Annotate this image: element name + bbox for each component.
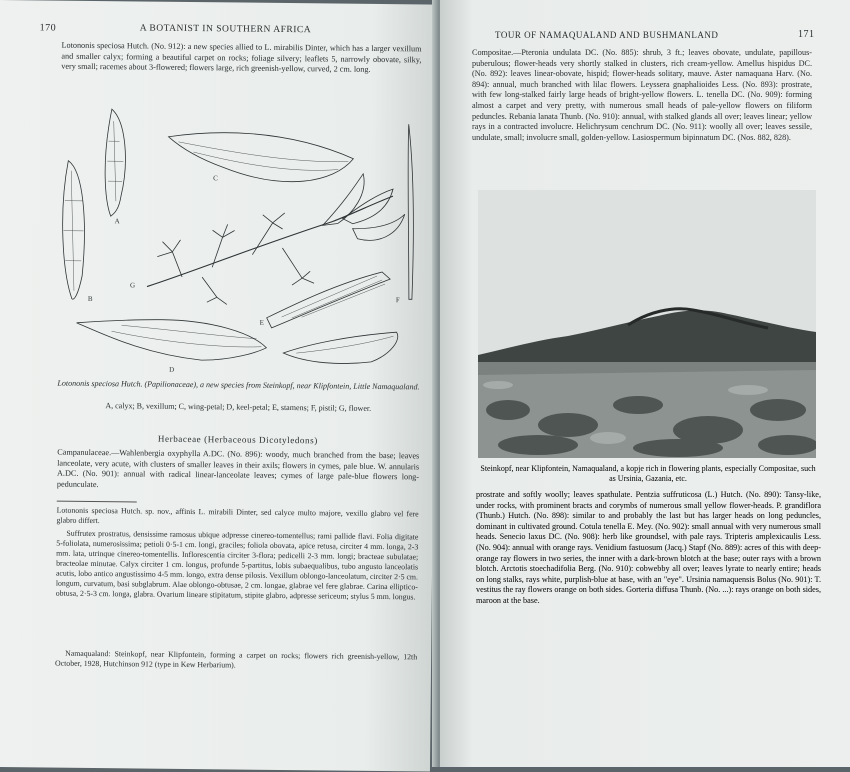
kopje-photograph bbox=[478, 190, 816, 458]
figure-letter-g: G bbox=[129, 281, 136, 290]
figure-caption: Lotononis speciosa Hutch. (Papilionaceae), a new species from Steinkopf, near Klipfontein, Little Namaqualand. bbox=[57, 378, 420, 392]
latin-description: Suffrutex prostratus, densissime ramosus ubique adpresse cinereo-tomentellus; rami pallide flavi. Folia digitate 5-foliolata, numerosissima; petioli 0·5-1 cm. longi, graciles; foliola obovata, apice retusa, circiter 4 mm. longa, 2-3 mm. lata, utrinque cinereo-tomentellis. Inflorescentia circiter 3-flora; pedicelli 2-3 mm. longi; bracteae subulatae; bracteolae minutae. Calyx circiter 1 cm. longus, profunde 5-partitus, lobis subaequalibus, tubo angusto lanceolatis acutis, lobo antico angustissimo 4-5 mm. longo, extra dense pilosis. Vexillum oblongo-lanceolatum, circiter 2·5 cm. longum, curvatum, basi subglabrum. Alae oblongo-obtusae, 2 cm. longae, glabrae vel fere glabrae. Carina elliptico-obtusa, 2·5-3 cm. longa, glabra. Ovarium lineare stipitatum, stipite glabro, adpresse sericeum; stylus 5 mm. longus. bbox=[55, 528, 419, 602]
figure-legend: A, calyx; B, vexillum; C, wing-petal; D, keel-petal; E, stamens; F, pistil; G, flower. bbox=[105, 401, 372, 413]
figure-letter-e: E bbox=[259, 318, 264, 327]
right-running-head: TOUR OF NAMAQUALAND AND BUSHMANLAND bbox=[495, 30, 719, 40]
footnote-rule bbox=[57, 501, 137, 503]
right-bottom-text: prostrate and softly woolly; leaves spathulate. Pentzia suffruticosa (L.) Hutch. (No. 890): Tansy-like, under rocks, with prominent bracts and corymbs of numerous small yellow flower-heads. P. grandiflora (Thunb.) Hutch. (No. 898): similar to and probably the last but has larger heads on long peduncles, dominant in cultivated ground. Cotula tenella E. Mey. (No. 902): small annual with very numerous small heads. Senecio laxus DC. (No. 908): herb like groundsel, with pale rays. Tripteris amplexicaulis Less. (No. 904): annual with orange rays. Venidium fastuosum (Jacq.) Stapf (No. 889): acres of this with deep-orange ray flowers in two series, the inner with a dark-brown blotch at the base; outer rays with a brown blotch. Arctotis stoechadifolia Berg. (No. 910): cobwebby all over; leaves lyrate to nearly entire; heads on long stalks, rays white, purplish-blue at base, with an "eye". Ursinia namaquensis Bolus (No. 901): T. vestitus the ray flowers orange on both sides. Gorteria diffusa Thunb. (No. ...): rays orange on both sides, maroon at the base. bbox=[476, 490, 821, 605]
left-page-number: 170 bbox=[39, 22, 57, 34]
figure-letter-f: F bbox=[395, 296, 400, 305]
campanulaceae-text: Campanulaceae.—Wahlenbergia oxyphylla A.DC. (No. 896): woody, much branched from the base; leaves lanceolate, very acute, with clusters of smaller leaves in their axils; flowers in cymes, pale blue. W. annularis A.DC. (No. 901): annual with radical linear-lanceolate leaves; cymes of large pale-blue flowers long-pedunculate. bbox=[56, 447, 420, 489]
locality-text: Namaqualand: Steinkopf, near Klipfontein, forming a carpet on rocks; flowers rich greenish-yellow, 12th October, 1928, Hutchinson 912 (type in Kew Herbarium). bbox=[55, 648, 418, 670]
footnote-text: Lotononis speciosa Hutch. sp. nov., affinis L. mirabili Dinter, sed calyce multo majore, vexillo glabro vel fere glabro differt. bbox=[56, 505, 419, 526]
photo-landscape bbox=[478, 190, 816, 458]
figure-letter-a: A bbox=[114, 217, 120, 226]
figure-letter-c: C bbox=[213, 174, 218, 183]
photo-caption: Steinkopf, near Klipfontein, Namaqualand, a kopje rich in flowering plants, especially Compositae, such as Ursinia, Gazania, etc. bbox=[480, 464, 816, 484]
section-heading: Herbaceae (Herbaceous Dicotyledons) bbox=[157, 433, 318, 446]
compositae-text: Compositae.—Pteronia undulata DC. (No. 885): shrub, 3 ft.; leaves obovate, undulate, papillous-puberulous; flower-heads very shortly stalked in clusters, rich cream-yellow. Amellus hispidus DC. (No. 892): leaves linear-obovate, hispid; flower-heads solitary, mauve. Aster namaquana Harv. (No. 894): annual, much branched with lilac flowers. Leyssera gnaphalioides Less. (No. 893): prostrate, with few long-stalked fairly large heads of bright-yellow flowers. L. tenella DC. (No. 909): forming almost a carpet and very pretty, with numerous small heads of pale-yellow flowers on filiform peduncles. Rebania lanata Thunb. (No. 910): annual, with stalked glands all over; leaves linear; yellow rays in a contracted involucre. Helichrysum cenchrum DC. (No. 911): woolly all over; leaves sessile, undulate, small; involucre small, golden-yellow. Lasiospermum bipinnatum DC. (Nos. 882, 828). bbox=[472, 48, 812, 142]
botanical-figure bbox=[51, 101, 424, 380]
figure-letter-d: D bbox=[169, 365, 175, 374]
left-running-head: A BOTANIST IN SOUTHERN AFRICA bbox=[139, 23, 312, 36]
figure-letter-b: B bbox=[87, 294, 93, 303]
intro-text: Lotononis speciosa Hutch. (No. 912): a new species allied to L. mirabilis Dinter, which has a larger vexillum and smaller calyx; forming a beautiful carpet on rocks; foliage silvery; leaflets 5, narrowly obovate, silky, very small; racemes about 3-flowered; flowers large, rich greenish-yellow, curved, 2 cm. long. bbox=[61, 40, 422, 75]
botanical-drawing bbox=[51, 101, 424, 380]
right-page-number: 171 bbox=[798, 29, 815, 40]
